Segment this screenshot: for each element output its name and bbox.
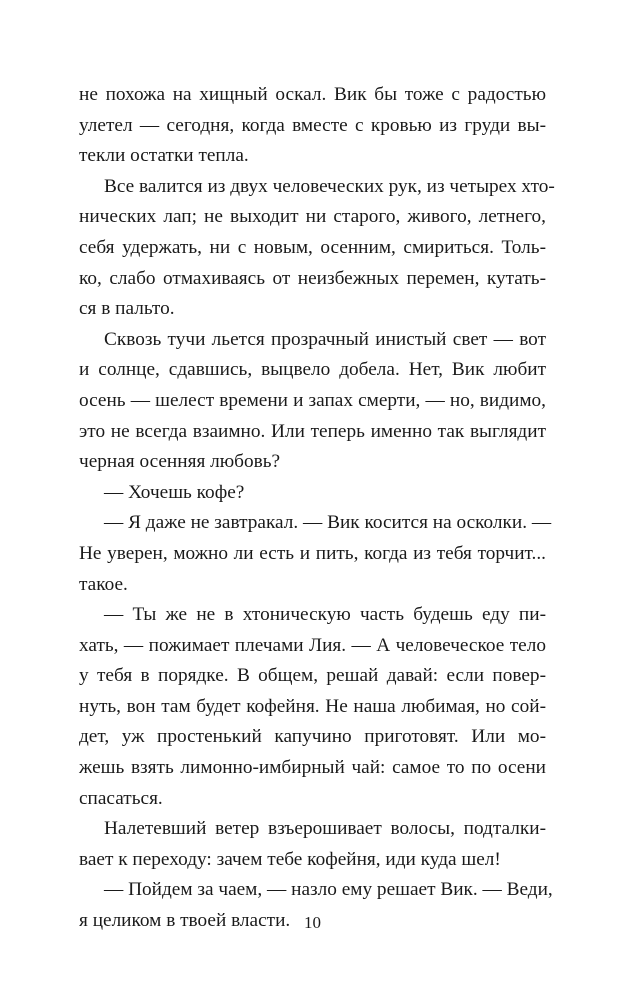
text-line: — Хочешь кофе?	[104, 481, 245, 503]
text-line: Все валится из двух человеческих рук, из четырех хто-	[104, 175, 555, 197]
text-line: у тебя в порядке. В общем, решай давай: если повер-	[79, 665, 546, 687]
text-line: нуть, вон там будет кофейня. Не наша любимая, но сой-	[79, 695, 546, 717]
text-line: я целиком в твоей власти.	[79, 910, 291, 932]
text-line: такое.	[79, 573, 128, 595]
text-line: ко, слабо отмахиваясь от неизбежных перемен, кутать-	[79, 267, 546, 289]
text-line: себя удержать, ни с новым, осенним, смириться. Толь-	[79, 236, 546, 258]
page-number: 10	[304, 913, 321, 932]
text-line: Налетевший ветер взъерошивает волосы, подталки-	[104, 818, 546, 840]
text-line: — Ты же не в хтоническую часть будешь еду пи-	[104, 604, 546, 626]
text-line: хать, — пожимает плечами Лия. — А человеческое тело	[79, 634, 546, 656]
text-line: спасаться.	[79, 787, 163, 809]
text-line: вает к переходу: зачем тебе кофейня, иди куда шел!	[79, 848, 501, 870]
text-line: текли остатки тепла.	[79, 145, 249, 167]
text-line: это не всегда взаимно. Или теперь именно так выглядит	[79, 420, 546, 442]
text-line: осень — шелест времени и запах смерти, — но, видимо,	[79, 389, 546, 411]
text-line: жешь взять лимонно-имбирный чай: самое то по осени	[79, 757, 546, 779]
text-line: — Пойдем за чаем, — назло ему решает Вик. — Веди,	[104, 879, 553, 901]
text-line: ся в пальто.	[79, 298, 175, 320]
text-line: — Я даже не завтракал. — Вик косится на осколки. —	[104, 512, 552, 534]
text-line: улетел — сегодня, когда вместе с кровью из груди вы-	[79, 114, 546, 136]
text-line: не похожа на хищный оскал. Вик бы тоже с радостью	[79, 84, 546, 105]
text-line: Не уверен, можно ли есть и пить, когда из тебя торчит...	[79, 542, 546, 564]
text-line: нических лап; не выходит ни старого, живого, летнего,	[79, 206, 546, 228]
text-line: Сквозь тучи льется прозрачный инистый свет — вот	[104, 328, 546, 350]
text-line: дет, уж простенький капучино приготовят. Или мо-	[79, 726, 546, 748]
text-line: черная осенняя любовь?	[79, 451, 281, 473]
text-line: и солнце, сдавшись, выцвело добела. Нет, Вик любит	[79, 359, 546, 381]
body-text	[79, 80, 555, 937]
